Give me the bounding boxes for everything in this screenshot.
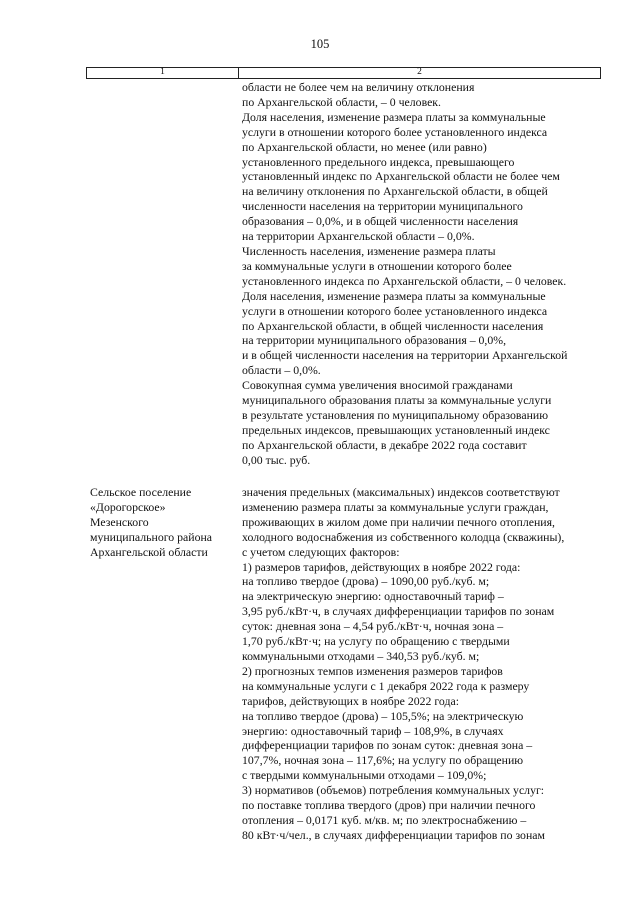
text-line: холодного водоснабжения из собственного колодца (скважины), xyxy=(242,529,565,544)
text-line: Мезенского xyxy=(90,514,149,529)
table-header-col-1: 1 xyxy=(87,67,239,78)
text-line: и в общей численности населения на территории Архангельской xyxy=(242,348,568,363)
text-line: энергию: одноставочный тариф – 108,9%, в случаях xyxy=(242,723,504,738)
text-line: 80 кВт·ч/чел., в случаях дифференциации тарифов по зонам xyxy=(242,827,545,842)
text-line: услуги в отношении которого более установленного индекса xyxy=(242,124,548,139)
text-line: по Архангельской области, в декабре 2022 года составит xyxy=(242,437,527,452)
text-line: суток: дневная зона – 4,54 руб./кВт·ч, ночная зона – xyxy=(242,619,504,634)
row-2-description xyxy=(242,485,564,843)
text-line: Численность населения, изменение размера платы xyxy=(242,243,496,258)
text-line: 2) прогнозных темпов изменения размеров тарифов xyxy=(242,663,503,678)
text-line: на топливо твердое (дрова) – 1090,00 руб./куб. м; xyxy=(242,574,490,589)
text-line: 0,00 тыс. руб. xyxy=(242,452,311,467)
text-line: муниципального образования платы за коммунальные услуги xyxy=(242,393,552,408)
text-line: дифференциации тарифов по зонам суток: дневная зона – xyxy=(242,738,533,753)
text-line: муниципального района xyxy=(90,529,213,544)
text-line: «Дорогорское» xyxy=(90,499,166,514)
text-line: на величину отклонения по Архангельской области, в общей xyxy=(242,184,548,199)
row-1-description xyxy=(242,80,567,468)
text-line: коммунальными отходами – 340,53 руб./куб. м; xyxy=(242,648,480,663)
text-line: за коммунальные услуги в отношении которого более xyxy=(242,258,512,273)
text-line: на коммунальные услуги с 1 декабря 2022 года к размеру xyxy=(242,678,530,693)
text-line: значения предельных (максимальных) индексов соответствуют xyxy=(242,485,560,499)
text-line: отопления – 0,0171 куб. м/кв. м; по электроснабжению – xyxy=(242,812,527,827)
text-line: Доля населения, изменение размера платы за коммунальные xyxy=(242,109,546,124)
text-line: проживающих в жилом доме при наличии печного отопления, xyxy=(242,514,555,529)
text-line: предельных индексов, превышающих установленный индекс xyxy=(242,422,550,437)
text-line: по Архангельской области, но менее (или равно) xyxy=(242,139,487,154)
text-line: с учетом следующих факторов: xyxy=(242,544,400,559)
text-line: 1,70 руб./кВт·ч; на услугу по обращению с твердыми xyxy=(242,634,510,649)
text-line: 3,95 руб./кВт·ч, в случаях дифференциации тарифов по зонам xyxy=(242,604,555,619)
text-line: 1) размеров тарифов, действующих в ноябре 2022 года: xyxy=(242,559,521,574)
text-line: Совокупная сумма увеличения вносимой гражданами xyxy=(242,378,513,393)
text-line: на топливо твердое (дрова) – 105,5%; на электрическую xyxy=(242,708,524,723)
text-line: в результате установления по муниципальному образованию xyxy=(242,407,549,422)
table-header-col-2: 2 xyxy=(417,67,422,77)
text-line: Сельское поселение xyxy=(90,485,192,499)
text-line: области не более чем на величину отклонения xyxy=(242,80,475,94)
text-line: установленного индекса по Архангельской области, – 0 человек. xyxy=(242,273,567,288)
page-number: 105 xyxy=(310,37,330,51)
text-line: по Архангельской области, в общей численности населения xyxy=(242,318,544,333)
text-line: по поставке топлива твердого (дров) при наличии печного xyxy=(242,798,536,813)
text-line: изменению размера платы за коммунальные услуги граждан, xyxy=(242,499,549,514)
text-line: образования – 0,0%, и в общей численности населения xyxy=(242,214,519,229)
text-line: по Архангельской области, – 0 человек. xyxy=(242,94,441,109)
text-line: 3) нормативов (объемов) потребления коммунальных услуг: xyxy=(242,783,545,798)
text-line: установленный индекс по Архангельской области не более чем xyxy=(242,169,560,184)
text-line: тарифов, действующих в ноябре 2022 года: xyxy=(242,693,460,708)
text-line: услуги в отношении которого более установленного индекса xyxy=(242,303,548,318)
text-line: Архангельской области xyxy=(90,544,208,559)
table-header-row xyxy=(86,67,601,79)
text-line: с твердыми коммунальными отходами – 109,0%; xyxy=(242,768,487,783)
text-line: области – 0,0%. xyxy=(242,363,321,378)
text-line: 107,7%, ночная зона – 117,6%; на услугу по обращению xyxy=(242,753,524,768)
text-line: Доля населения, изменение размера платы за коммунальные xyxy=(242,288,546,303)
text-line: на территории Архангельской области – 0,0%. xyxy=(242,229,475,244)
text-line: установленного предельного индекса, превышающего xyxy=(242,154,515,169)
municipality-name xyxy=(90,485,212,560)
text-line: на электрическую энергию: одноставочный тариф – xyxy=(242,589,504,604)
text-line: численности населения на территории муниципального xyxy=(242,199,523,214)
text-line: на территории муниципального образования – 0,0%, xyxy=(242,333,507,348)
